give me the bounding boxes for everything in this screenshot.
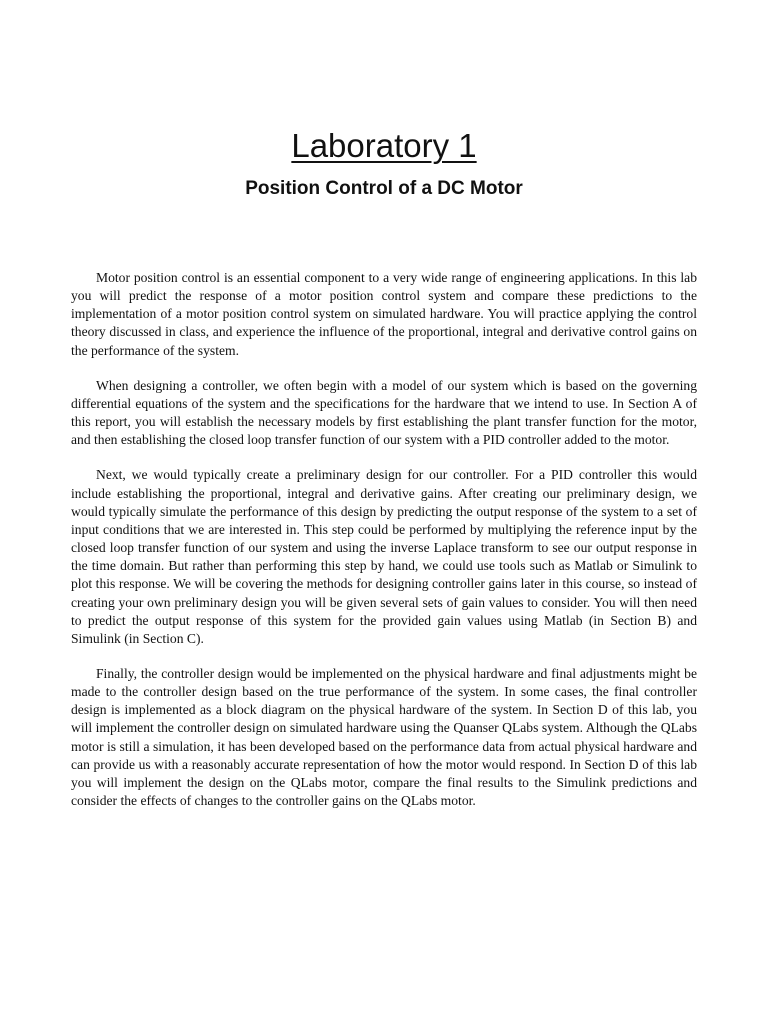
paragraph-section-a: When designing a controller, we often begin with a model of our system which is based on the governing differential equations of the system and the specifications for the hardware that we intend to use. In Section A of this report, you will establish the necessary models by first establishing the plant transfer function for the motor, and then establishing the closed loop transfer function of our system with a PID controller added to the motor. (71, 377, 697, 448)
page-title: Laboratory 1 (291, 127, 477, 164)
paragraph-preliminary-design: Next, we would typically create a preliminary design for our controller. For a PID controller this would include establishing the proportional, integral and derivative gains. After creating our preliminary design, we would typically simulate the performance of this design by predicting the output response of the system to a set of input conditions that we are interested in. This step could be performed by multiplying the reference input by the closed loop transfer function of our system and using the inverse Laplace transform to see our output response in the time domain. But rather than performing this step by hand, we could use tools such as Matlab or Simulink to plot this response. We will be covering the methods for designing controller gains later in this course, so instead of creating your own preliminary design you will be given several sets of gain values to consider. You will then need to predict the output response of this system for the provided gain values using Matlab (in Section B) and Simulink (in Section C). (71, 467, 697, 646)
document-body (71, 269, 697, 827)
paragraph-intro: Motor position control is an essential component to a very wide range of engineering applications. In this lab you will predict the response of a motor position control system and compare these predictions to the implementation of a motor position control system on simulated hardware. You will practice applying the control theory discussed in class, and experience the influence of the proportional, integral and derivative control gains on the performance of the system. (71, 270, 697, 358)
page-subtitle: Position Control of a DC Motor (245, 178, 523, 199)
paragraph-implementation: Finally, the controller design would be implemented on the physical hardware and final adjustments might be made to the controller design based on the true performance of the system. In some cases, the final controller design is implemented as a block diagram on the physical hardware of the system. In Section D of this lab, you will implement the controller design on simulated hardware using the Quanser QLabs system. Although the QLabs motor is still a simulation, it has been developed based on the performance data from actual physical hardware and can provide us with a reasonably accurate representation of how the motor would respond. In Section D of this lab you will implement the design on the QLabs motor, compare the final results to the Simulink predictions and consider the effects of changes to the controller gains on the QLabs motor. (71, 665, 697, 809)
